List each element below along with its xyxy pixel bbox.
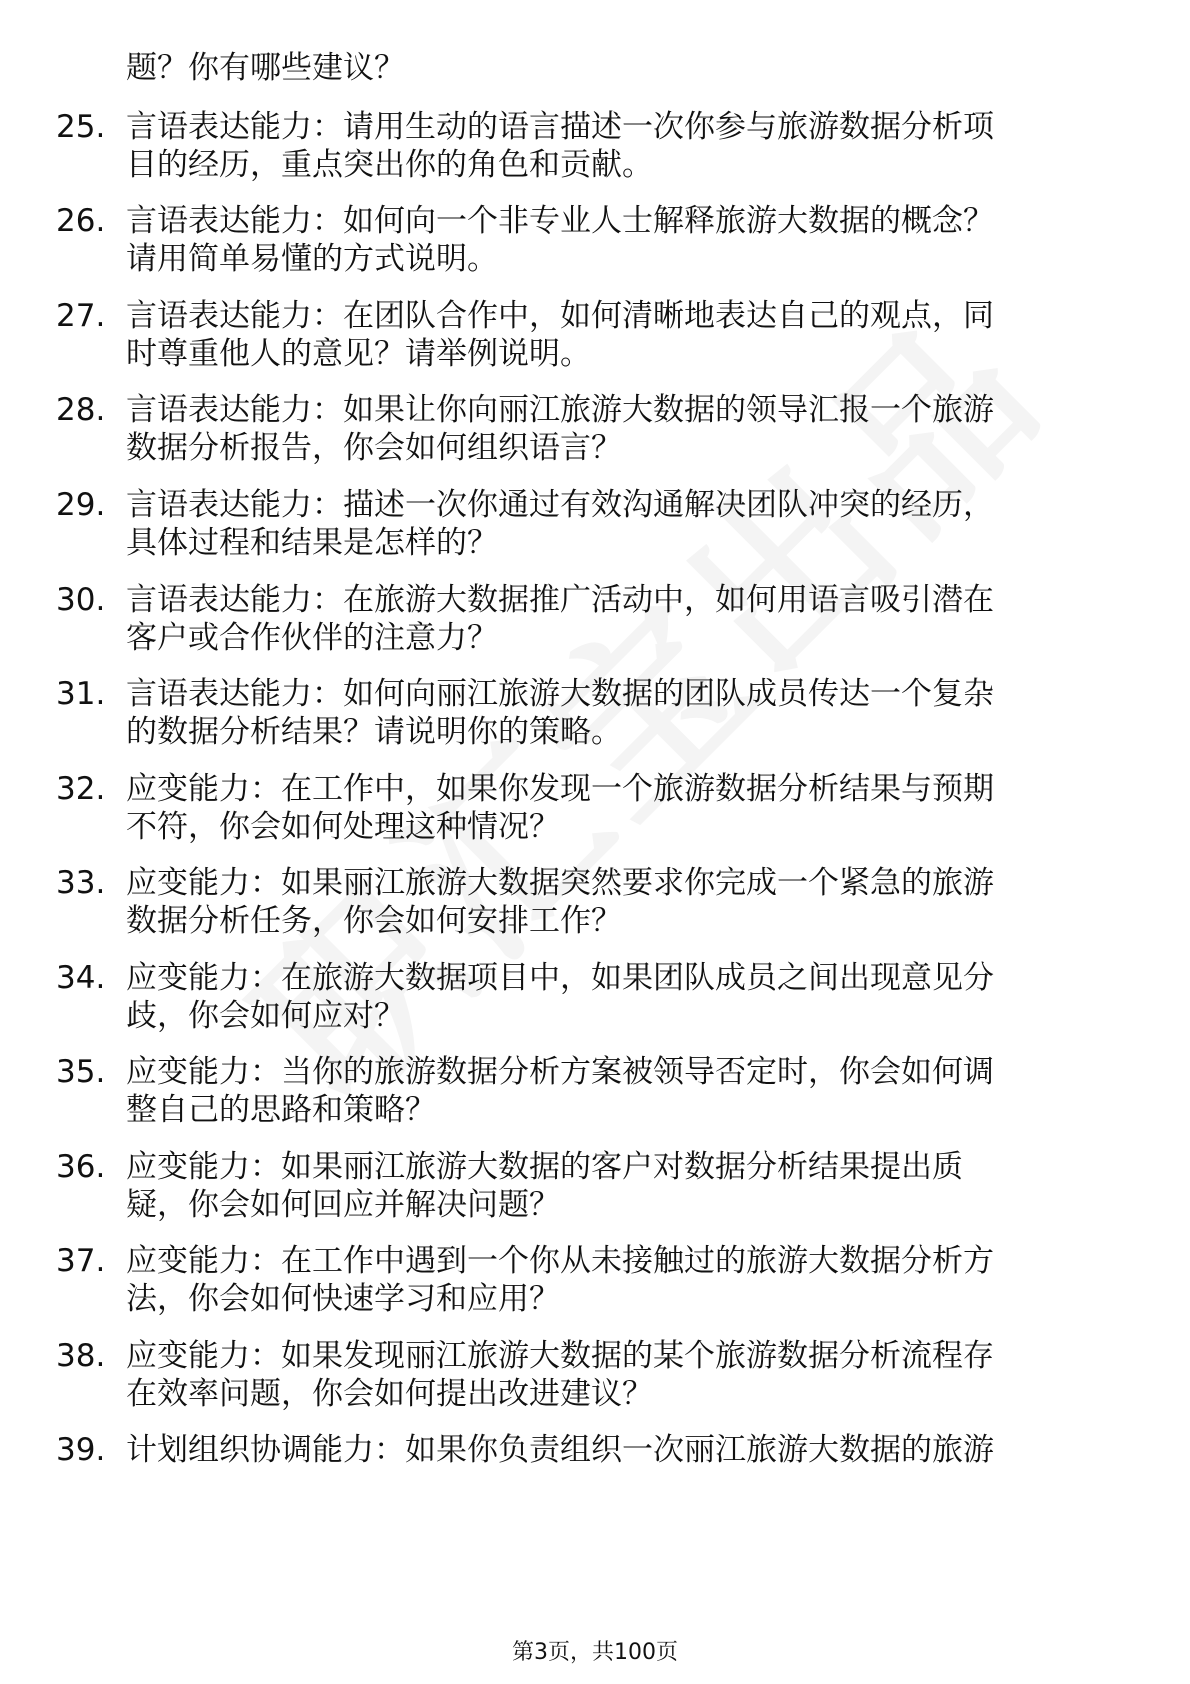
question-text-line: 整自己的思路和策略？	[126, 1092, 436, 1128]
question-text-line: 请用简单易懂的方式说明。	[126, 241, 498, 277]
continuation-text: 题？你有哪些建议？	[126, 50, 405, 86]
question-number: 38.	[56, 1338, 106, 1374]
question-number: 26.	[56, 203, 106, 239]
question-number: 27.	[56, 298, 106, 334]
question-text-line: 应变能力：如果丽江旅游大数据的客户对数据分析结果提出质	[126, 1149, 963, 1185]
question-text-line: 应变能力：当你的旅游数据分析方案被领导否定时，你会如何调	[126, 1054, 994, 1090]
question-number: 29.	[56, 487, 106, 523]
question-text-line: 具体过程和结果是怎样的？	[126, 525, 498, 561]
question-text-line: 数据分析任务，你会如何安排工作？	[126, 903, 622, 939]
question-number: 32.	[56, 771, 106, 807]
question-number: 37.	[56, 1243, 106, 1279]
question-text-line: 言语表达能力：如果让你向丽江旅游大数据的领导汇报一个旅游	[126, 392, 994, 428]
question-text-line: 应变能力：如果发现丽江旅游大数据的某个旅游数据分析流程存	[126, 1338, 994, 1374]
question-text-line: 时尊重他人的意见？请举例说明。	[126, 336, 591, 372]
question-number: 31.	[56, 676, 106, 712]
question-text-line: 言语表达能力：在团队合作中，如何清晰地表达自己的观点，同	[126, 298, 994, 334]
question-text-line: 言语表达能力：如何向一个非专业人士解释旅游大数据的概念？	[126, 203, 994, 239]
question-number: 35.	[56, 1054, 106, 1090]
question-text-line: 应变能力：在工作中，如果你发现一个旅游数据分析结果与预期	[126, 771, 994, 807]
question-number: 30.	[56, 582, 106, 618]
question-text-line: 目的经历，重点突出你的角色和贡献。	[126, 147, 653, 183]
question-text-line: 应变能力：如果丽江旅游大数据突然要求你完成一个紧急的旅游	[126, 865, 994, 901]
question-text-line: 言语表达能力：请用生动的语言描述一次你参与旅游数据分析项	[126, 109, 994, 145]
question-text-line: 言语表达能力：在旅游大数据推广活动中，如何用语言吸引潜在	[126, 582, 994, 618]
question-number: 39.	[56, 1432, 106, 1468]
question-text-line: 的数据分析结果？请说明你的策略。	[126, 714, 622, 750]
question-text-line: 计划组织协调能力：如果你负责组织一次丽江旅游大数据的旅游	[126, 1432, 994, 1468]
question-text-line: 疑，你会如何回应并解决问题？	[126, 1187, 560, 1223]
question-text-line: 应变能力：在旅游大数据项目中，如果团队成员之间出现意见分	[126, 960, 994, 996]
question-text-line: 言语表达能力：如何向丽江旅游大数据的团队成员传达一个复杂	[126, 676, 994, 712]
question-number: 33.	[56, 865, 106, 901]
question-text-line: 应变能力：在工作中遇到一个你从未接触过的旅游大数据分析方	[126, 1243, 994, 1279]
question-text-line: 法，你会如何快速学习和应用？	[126, 1281, 560, 1317]
question-text-line: 不符，你会如何处理这种情况？	[126, 809, 560, 845]
question-number: 28.	[56, 392, 106, 428]
question-number: 34.	[56, 960, 106, 996]
question-number: 36.	[56, 1149, 106, 1185]
question-text-line: 歧，你会如何应对？	[126, 998, 405, 1034]
question-number: 25.	[56, 109, 106, 145]
question-text-line: 言语表达能力：描述一次你通过有效沟通解决团队冲突的经历，	[126, 487, 994, 523]
page-number: 第3页，共100页	[512, 1640, 678, 1665]
question-text-line: 客户或合作伙伴的注意力？	[126, 620, 498, 656]
question-text-line: 数据分析报告，你会如何组织语言？	[126, 430, 622, 466]
question-text-line: 在效率问题，你会如何提出改进建议？	[126, 1376, 653, 1412]
